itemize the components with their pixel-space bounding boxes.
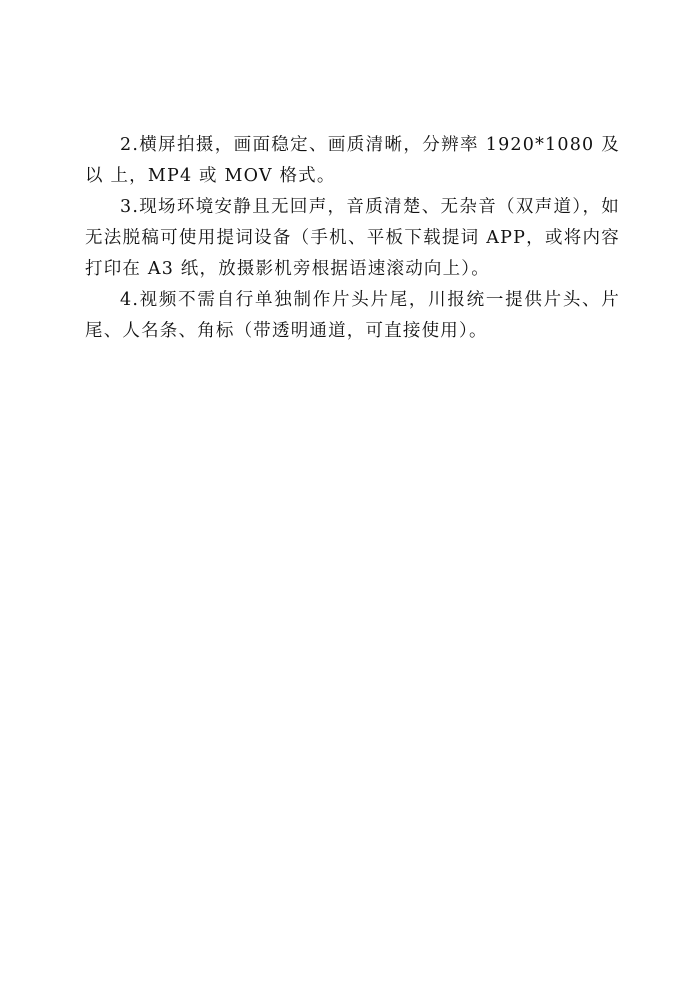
document-body <box>85 130 620 347</box>
paragraph-4-intro-outro: 4.视频不需自行单独制作片头片尾，川报统一提供片头、片尾、人名条、角标（带透明通道，可直接使用）。 <box>85 290 620 341</box>
paragraph-2-video-format: 2.横屏拍摄，画面稳定、画质清晰，分辨率 1920*1080 及以 上，MP4 或 MOV 格式。 <box>85 135 620 186</box>
paragraph-3-audio-environment: 3.现场环境安静且无回声，音质清楚、无杂音（双声道），如无法脱稿可使用提词设备（手机、平板下载提词 APP，或将内容打印在 A3 纸，放摄影机旁根据语速滚动向上）。 <box>85 197 620 279</box>
